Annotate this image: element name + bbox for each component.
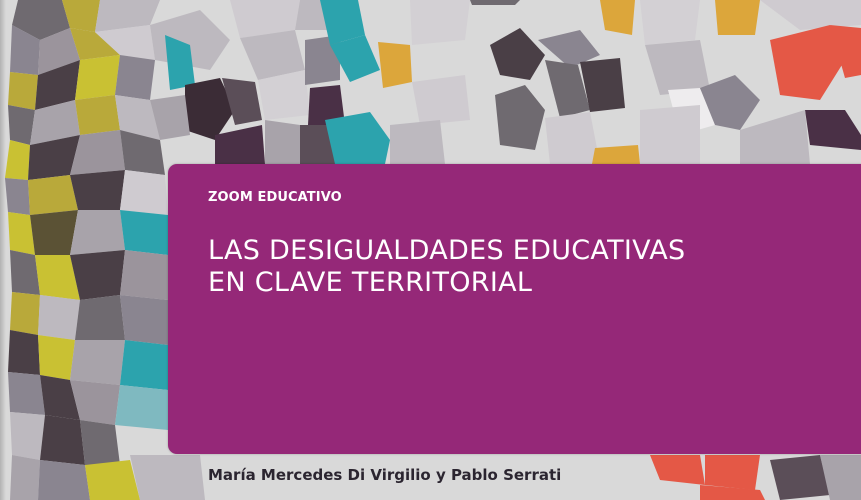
book-title-line: EN CLAVE TERRITORIAL (208, 267, 533, 298)
mosaic-tile (8, 330, 40, 375)
mosaic-tile (120, 170, 168, 215)
mosaic-tile (645, 40, 710, 95)
mosaic-tile (715, 0, 760, 35)
series-label: ZOOM EDUCATIVO (208, 190, 342, 205)
mosaic-tile (650, 455, 705, 485)
mosaic-tile (75, 55, 120, 100)
mosaic-tile (805, 110, 861, 150)
mosaic-tile (592, 145, 640, 164)
mosaic-tile (740, 110, 810, 164)
mosaic-tile (120, 295, 168, 345)
mosaic-tile (5, 140, 30, 180)
mosaic-tile (770, 455, 830, 500)
mosaic-tile (10, 455, 40, 500)
mosaic-tile (390, 120, 445, 164)
mosaic-tile (412, 75, 470, 125)
mosaic-tile (115, 55, 155, 100)
mosaic-tile (38, 460, 90, 500)
mosaic-tile (10, 412, 45, 460)
mosaic-tile (600, 0, 635, 35)
mosaic-tile (40, 415, 85, 465)
mosaic-tile (215, 125, 265, 164)
mosaic-tile (470, 0, 520, 5)
mosaic-tile (75, 295, 125, 340)
mosaic-tile (410, 0, 470, 45)
mosaic-tile (8, 372, 45, 415)
mosaic-tile (80, 420, 120, 465)
mosaic-tile (120, 340, 168, 390)
mosaic-tile (75, 95, 120, 135)
mosaic-tile (70, 340, 125, 385)
mosaic-tile (30, 210, 78, 255)
mosaic-tile (378, 42, 412, 88)
mosaic-tile (70, 170, 125, 210)
mosaic-tile (705, 455, 760, 490)
book-title (208, 235, 848, 299)
mosaic-tile (265, 120, 300, 164)
mosaic-tile (70, 210, 125, 255)
mosaic-tile (120, 210, 168, 255)
authors: María Mercedes Di Virgilio y Pablo Serrati (208, 466, 562, 484)
mosaic-tile (5, 178, 30, 215)
mosaic-tile (495, 85, 545, 150)
mosaic-tile (120, 250, 168, 300)
mosaic-tile (490, 28, 545, 80)
mosaic-tile (28, 175, 78, 215)
mosaic-tile (760, 0, 861, 30)
mosaic-tile (325, 112, 390, 164)
mosaic-tile (115, 385, 168, 430)
mosaic-tile (85, 460, 140, 500)
mosaic-tile (38, 295, 80, 340)
book-spine-shadow (0, 0, 6, 500)
mosaic-tile (545, 112, 600, 164)
mosaic-tile (640, 0, 700, 45)
mosaic-tile (130, 455, 205, 500)
mosaic-tile (10, 292, 40, 335)
mosaic-tile (38, 335, 75, 380)
book-title-line: LAS DESIGUALDADES EDUCATIVAS (208, 235, 686, 266)
mosaic-tile (8, 72, 38, 110)
title-panel (168, 164, 861, 454)
mosaic-tile (640, 105, 700, 164)
